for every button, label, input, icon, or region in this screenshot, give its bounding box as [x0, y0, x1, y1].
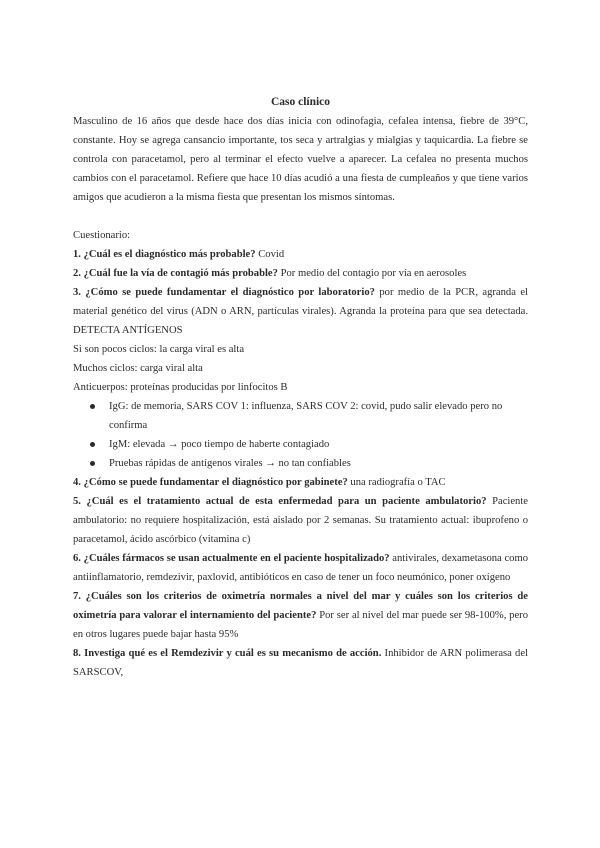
document-title: Caso clínico [270, 96, 331, 108]
questionnaire-label: Cuestionario: [73, 230, 131, 241]
note-line: Si son pocos ciclos: la carga viral es alta [73, 344, 245, 355]
list-item: Pruebas rápidas de antígenos virales → no tan confiables [73, 454, 528, 473]
answer-7-text: Por ser al nivel del mar puede ser 98-100%, pero en otros lugares puede bajar hasta 95% [73, 610, 529, 640]
document-page [73, 93, 528, 682]
answer-5-text: Paciente ambulatorio: no requiere hospitalización, está aislado por 2 semanas. Su tratamiento actual: ibuprofeno o paracetamol, ácido ascórbico (vitamina c) [73, 496, 528, 545]
question-6 [73, 549, 528, 587]
answer-2-text: Por medio del contagio por vía en aerosoles [277, 268, 467, 279]
question-7 [73, 587, 528, 644]
question-5-text: 5. ¿Cuál es el tratamiento actual de esta enfermedad para un paciente ambulatorio? [73, 496, 487, 507]
list-item: IgG: de memoria, SARS COV 1: influenza, SARS COV 2: covid, pudo salir elevado pero no confirma [73, 397, 528, 435]
answer-1-text: Covid [255, 249, 285, 260]
answer-6-text: antivirales, dexametasona como antiinflamatorio, remdezivir, paxlovid, antibióticos en caso de tener un foco neumónico, poner oxígeno [73, 553, 528, 583]
question-4-text: 4. ¿Cómo se puede fundamentar el diagnóstico por gabinete? [73, 477, 348, 488]
question-1-text: 1. ¿Cuál es el diagnóstico más probable? [73, 249, 256, 260]
answer-8-text: Inhibidor de ARN polimerasa del SARSCOV, [73, 648, 528, 678]
question-3-text: 3. ¿Cómo se puede fundamentar el diagnóstico por laboratorio? [73, 287, 375, 298]
spacer [73, 207, 528, 226]
answer-4-text: una radiografía o TAC [347, 477, 446, 488]
question-8-text: 8. Investiga qué es el Remdezivir y cuál es su mecanismo de acción. [73, 648, 382, 659]
question-3 [73, 283, 528, 340]
question-1 [73, 245, 528, 264]
question-2-text: 2. ¿Cuál fue la vía de contagió más probable? [73, 268, 278, 279]
answer-3-text: por medio de la PCR, agranda el material genético del virus (ADN o ARN, partículas virales). Agranda la proteína para que sea detectada. DETECTA ANTÍGENOS [73, 287, 528, 336]
question-4 [73, 473, 528, 492]
question-6-text: 6. ¿Cuáles fármacos se usan actualmente en el paciente hospitalizado? [73, 553, 390, 564]
note-line: Muchos ciclos: carga viral alta [73, 363, 203, 374]
question-2 [73, 264, 528, 283]
note-line: Anticuerpos: proteínas producidas por linfocitos B [73, 382, 288, 393]
question-8 [73, 644, 528, 682]
question-7-text: 7. ¿Cuáles son los criterios de oximetría normales a nivel del mar y cuáles son los criterios de oximetría para valorar el internamiento del paciente? [73, 591, 528, 621]
case-description: Masculino de 16 años que desde hace dos días inicia con odinofagia, cefalea intensa, fiebre de 39°C, constante. Hoy se agrega cansancio importante, tos seca y artralgias y mialgias y taquicardia. La fiebre se controla con paracetamol, pero al terminar el efecto vuelve a aparecer. La cefalea no presenta muchos cambios con el paracetamol. Refiere que hace 10 días acudió a una fiesta de cumpleaños y que tiene varios amigos que acudieron a la misma fiesta que presentan los mismos síntomas. [73, 116, 528, 203]
antibody-list [73, 397, 528, 473]
list-item: IgM: elevada → poco tiempo de haberte contagiado [73, 435, 528, 454]
question-5 [73, 492, 528, 549]
